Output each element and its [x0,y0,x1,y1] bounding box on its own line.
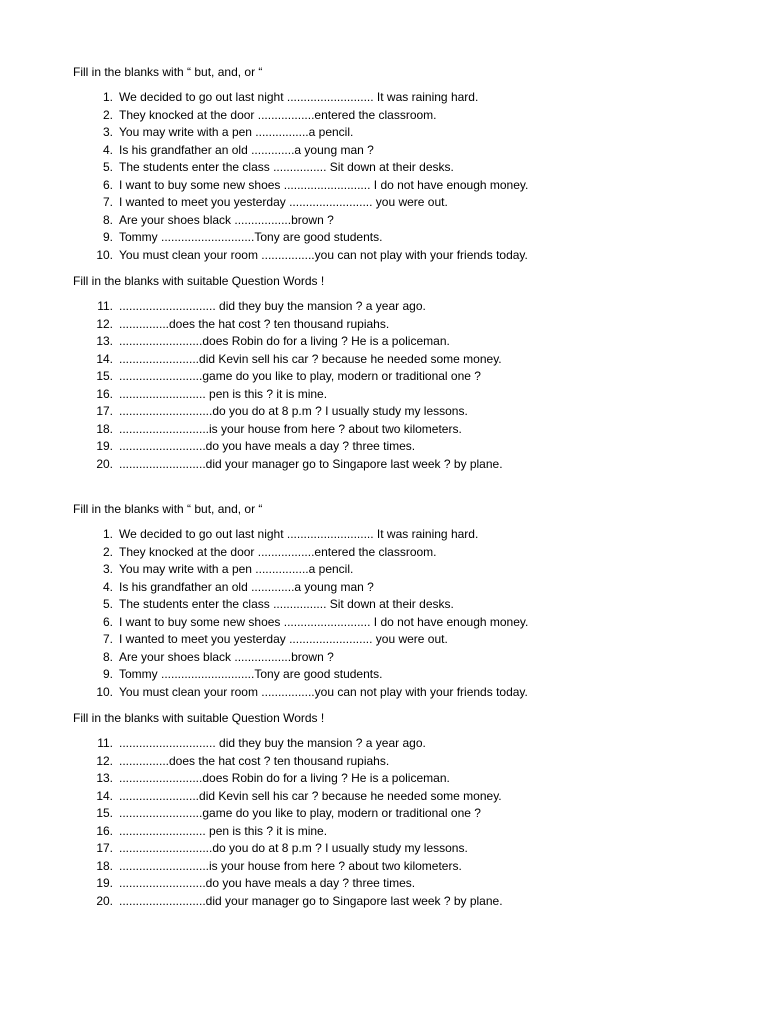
item-number: 6. [102,614,113,629]
list-item [73,456,713,474]
item-text: Tommy ............................Tony are good students. [119,230,383,244]
list-item [73,159,713,177]
question-section-2 [73,709,713,727]
list-item [73,89,713,107]
item-text: ..........................do you have meals a day ? three times. [119,439,416,453]
item-text: .........................game do you like to play, modern or traditional one ? [119,369,481,383]
item-text: ........................did Kevin sell his car ? because he needed some money. [119,788,502,803]
list-item [73,753,713,771]
item-text: ...........................is your house from here ? about two kilometers. [119,858,462,873]
item-text: .......................... pen is this ? it is mine. [119,823,328,838]
item-text: .........................does Robin do for a living ? He is a policeman. [119,771,450,785]
item-text: ...........................is your house from here ? about two kilometers. [119,421,462,436]
item-text: ............................. did they buy the mansion ? a year ago. [119,299,426,313]
item-number: 14. [96,788,113,803]
item-number: 3. [102,125,113,139]
list-item [73,579,713,597]
item-text: I want to buy some new shoes .......................... I do not have enough money. [119,614,529,629]
list-item [73,316,713,334]
item-number: 7. [102,195,113,209]
item-text: You may write with a pen ................a pencil. [119,562,354,576]
item-number: 16. [96,823,113,838]
item-text: .........................does Robin do for a living ? He is a policeman. [119,334,450,348]
item-text: ...............does the hat cost ? ten thousand rupiahs. [119,753,390,768]
list-item [73,351,713,369]
item-text: I want to buy some new shoes .......................... I do not have enough money. [119,177,529,192]
item-number: 1. [102,527,113,541]
item-number: 17. [96,841,113,855]
conjunction-heading: Fill in the blanks with “ but, and, or “ [73,502,263,516]
conjunction-list-2 [73,526,713,701]
item-number: 18. [96,421,113,436]
item-number: 15. [96,369,113,383]
list-item [73,788,713,806]
item-number: 5. [102,160,113,174]
item-text: We decided to go out last night .......................... It was raining hard. [119,90,479,104]
item-number: 1. [102,90,113,104]
item-text: Is his grandfather an old .............a young man ? [119,579,374,594]
item-number: 20. [96,456,113,471]
list-item [73,107,713,125]
list-item [73,840,713,858]
item-number: 4. [102,142,113,157]
item-text: Are your shoes black .................brown ? [119,649,334,664]
list-item [73,368,713,386]
conjunction-list-1 [73,89,713,264]
list-item [73,229,713,247]
list-item [73,421,713,439]
list-item [73,770,713,788]
list-item [73,333,713,351]
item-text: ..........................do you have meals a day ? three times. [119,876,416,890]
item-number: 7. [102,632,113,646]
list-item [73,124,713,142]
item-text: The students enter the class ................ Sit down at their desks. [119,597,454,611]
item-text: They knocked at the door .................entered the classroom. [119,107,437,122]
list-item [73,649,713,667]
list-item [73,526,713,544]
item-number: 11. [97,299,113,313]
item-text: I wanted to meet you yesterday ......................... you were out. [119,632,448,646]
list-item [73,735,713,753]
list-item [73,666,713,684]
list-item [73,823,713,841]
list-item [73,561,713,579]
item-text: ..........................did your manager go to Singapore last week ? by plane. [119,893,503,908]
item-number: 2. [102,544,113,559]
list-item [73,544,713,562]
question-heading: Fill in the blanks with suitable Question Words ! [73,711,325,725]
list-item [73,298,713,316]
item-number: 16. [96,386,113,401]
list-item [73,596,713,614]
item-number: 13. [96,334,113,348]
item-text: Are your shoes black .................brown ? [119,212,334,227]
item-text: ............................. did they buy the mansion ? a year ago. [119,736,426,750]
list-item [73,858,713,876]
item-text: You must clean your room ................you can not play with your friends today. [119,247,528,262]
item-number: 5. [102,597,113,611]
item-number: 8. [102,212,113,227]
list-item [73,684,713,702]
item-text: ........................did Kevin sell his car ? because he needed some money. [119,351,502,366]
item-number: 2. [102,107,113,122]
list-item [73,614,713,632]
list-item [73,142,713,160]
item-number: 11. [97,736,113,750]
list-item [73,247,713,265]
item-number: 19. [96,876,113,890]
item-number: 9. [102,667,113,681]
list-item [73,403,713,421]
item-number: 14. [96,351,113,366]
item-text: They knocked at the door .................entered the classroom. [119,544,437,559]
item-text: .........................game do you like to play, modern or traditional one ? [119,806,481,820]
list-item [73,177,713,195]
list-item [73,631,713,649]
item-number: 12. [96,753,113,768]
item-text: ..........................did your manager go to Singapore last week ? by plane. [119,456,503,471]
list-item [73,386,713,404]
conjunction-section-1 [73,63,713,81]
list-item [73,893,713,911]
item-text: We decided to go out last night .......................... It was raining hard. [119,527,479,541]
item-text: The students enter the class ................ Sit down at their desks. [119,160,454,174]
item-number: 13. [96,771,113,785]
list-item [73,194,713,212]
item-number: 6. [102,177,113,192]
item-number: 8. [102,649,113,664]
item-number: 17. [96,404,113,418]
item-number: 3. [102,562,113,576]
conjunction-heading: Fill in the blanks with “ but, and, or “ [73,65,263,79]
item-number: 15. [96,806,113,820]
list-item [73,805,713,823]
list-item [73,212,713,230]
item-text: ...............does the hat cost ? ten thousand rupiahs. [119,316,390,331]
question-heading: Fill in the blanks with suitable Question Words ! [73,274,325,288]
list-item [73,875,713,893]
question-section-1 [73,272,713,290]
item-number: 18. [96,858,113,873]
question-list-2 [73,735,713,910]
item-text: ............................do you do at 8 p.m ? I usually study my lessons. [119,841,468,855]
item-text: .......................... pen is this ? it is mine. [119,386,328,401]
item-number: 4. [102,579,113,594]
question-list-1 [73,298,713,473]
item-number: 10. [96,684,113,699]
item-text: You may write with a pen ................a pencil. [119,125,354,139]
item-number: 10. [96,247,113,262]
item-number: 19. [96,439,113,453]
item-text: I wanted to meet you yesterday ......................... you were out. [119,195,448,209]
item-number: 9. [102,230,113,244]
item-number: 20. [96,893,113,908]
item-text: Is his grandfather an old .............a young man ? [119,142,374,157]
item-text: You must clean your room ................you can not play with your friends today. [119,684,528,699]
conjunction-section-2 [73,500,713,518]
item-text: ............................do you do at 8 p.m ? I usually study my lessons. [119,404,468,418]
item-text: Tommy ............................Tony are good students. [119,667,383,681]
list-item [73,438,713,456]
item-number: 12. [96,316,113,331]
